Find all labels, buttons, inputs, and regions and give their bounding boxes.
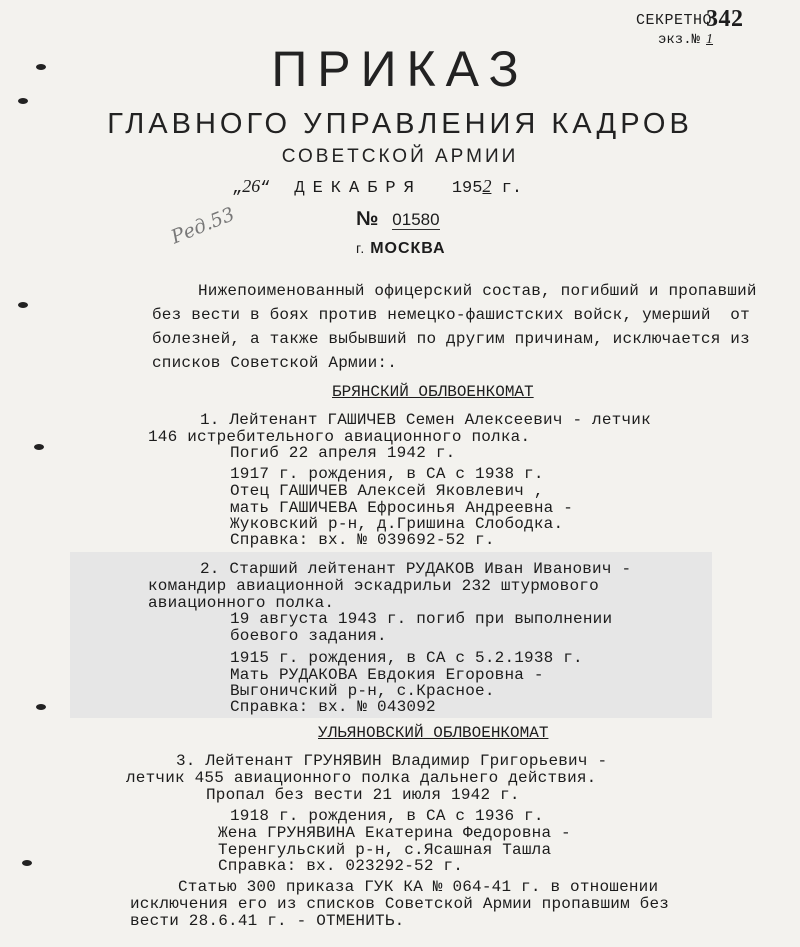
entry-2-line: Справка: вх. № 043092 <box>230 698 436 716</box>
entry-2-line: Мать РУДАКОВА Евдокия Егоровна - <box>230 666 544 684</box>
entry-3-line: 1918 г. рождения, в СА с 1936 г. <box>230 807 544 825</box>
document-subtitle-army: СОВЕТСКОЙ АРМИИ <box>281 146 519 167</box>
entry-1-line: 1917 г. рождения, в СА с 1938 г. <box>230 465 544 483</box>
city-line <box>356 240 446 258</box>
date-day: 26 <box>242 176 261 196</box>
section-header-ulyanovsk: УЛЬЯНОВСКИЙ ОБЛВОЕНКОМАТ <box>318 724 549 742</box>
entry-3-line: летчик 455 авиационного полка дальнего действия. <box>126 769 597 787</box>
document-subtitle: ГЛАВНОГО УПРАВЛЕНИЯ КАДРОВ <box>107 108 693 140</box>
order-number-value: 01580 <box>392 210 440 229</box>
intro-line: болезней, а также выбывший по другим причинам, исключается из <box>152 330 750 348</box>
copy-label: экз.№ <box>658 32 701 48</box>
entry-2-line: 2. Старший лейтенант РУДАКОВ Иван Иванович - <box>200 560 632 578</box>
handwritten-annotation: Ред.53 <box>168 203 238 249</box>
copy-number-value: 1 <box>706 32 714 47</box>
intro-line: без вести в боях против немецко-фашистских войск, умерший от <box>152 306 750 324</box>
entry-3-line: Жена ГРУНЯВИНА Екатерина Федоровна - <box>218 824 571 842</box>
date-year-suffix: г. <box>501 179 523 198</box>
entry-1-line: 1. Лейтенант ГАШИЧЕВ Семен Алексеевич - летчик <box>200 411 651 429</box>
secret-label: СЕКРЕТНО <box>636 12 713 29</box>
entry-2-line: командир авиационной эскадрильи 232 штурмового <box>148 577 599 595</box>
date-open-quote: „ <box>232 179 243 198</box>
order-number <box>356 208 440 231</box>
entry-3-line: 3. Лейтенант ГРУНЯВИН Владимир Григорьевич - <box>176 752 608 770</box>
entry-2-line: 19 августа 1943 г. погиб при выполнении <box>230 610 613 628</box>
secret-number: 342 <box>706 6 744 32</box>
entry-1-line: Жуковский р-н, д.Гришина Слободка. <box>230 515 564 533</box>
punch-hole-mark <box>18 302 28 308</box>
entry-3-line: вести 28.6.41 г. - ОТМЕНИТЬ. <box>130 912 405 930</box>
intro-line: Нижепоименованный офицерский состав, погибший и пропавший <box>198 282 757 300</box>
secrecy-stamp <box>636 4 744 31</box>
entry-1-line: Справка: вх. № 039692-52 г. <box>230 531 495 549</box>
date-year-handwritten: 2 <box>482 176 492 196</box>
entry-3-line: Справка: вх. 023292-52 г. <box>218 857 464 875</box>
entry-3-line: исключения его из списков Советской Армии пропавшим без <box>130 895 670 913</box>
entry-2-line: боевого задания. <box>230 627 387 645</box>
punch-hole-mark <box>36 704 46 710</box>
entry-1-line: Отец ГАШИЧЕВ Алексей Яковлевич , <box>230 482 544 500</box>
entry-2-line: Выгоничский р-н, с.Красное. <box>230 682 495 700</box>
city-prefix: г. <box>356 240 366 256</box>
intro-line: списков Советской Армии:. <box>152 354 398 372</box>
section-header-bryansk: БРЯНСКИЙ ОБЛВОЕНКОМАТ <box>332 383 534 401</box>
entry-1-line: 146 истребительного авиационного полка. <box>148 428 531 446</box>
entry-2-line: 1915 г. рождения, в СА с 5.2.1938 г. <box>230 649 583 667</box>
punch-hole-mark <box>22 860 32 866</box>
entry-3-line: Теренгульский р-н, с.Ясашная Ташла <box>218 841 552 859</box>
order-label: № <box>356 208 379 230</box>
order-date <box>232 176 522 198</box>
punch-hole-mark <box>18 98 28 104</box>
entry-2-line: авиационного полка. <box>148 594 335 612</box>
city-name: МОСКВА <box>370 240 446 257</box>
entry-1-line: мать ГАШИЧЕВА Ефросинья Андреевна - <box>230 499 574 517</box>
document-title: ПРИКАЗ <box>271 41 529 97</box>
date-month: ДЕКАБРЯ <box>294 179 422 198</box>
entry-3-line: Пропал без вести 21 июля 1942 г. <box>206 786 520 804</box>
entry-1-line: Погиб 22 апреля 1942 г. <box>230 444 456 462</box>
date-year-printed: 195 <box>451 179 483 198</box>
punch-hole-mark <box>34 444 44 450</box>
date-close-quote: “ <box>260 179 271 198</box>
entry-3-line: Статью 300 приказа ГУК КА № 064-41 г. в отношении <box>178 878 659 896</box>
